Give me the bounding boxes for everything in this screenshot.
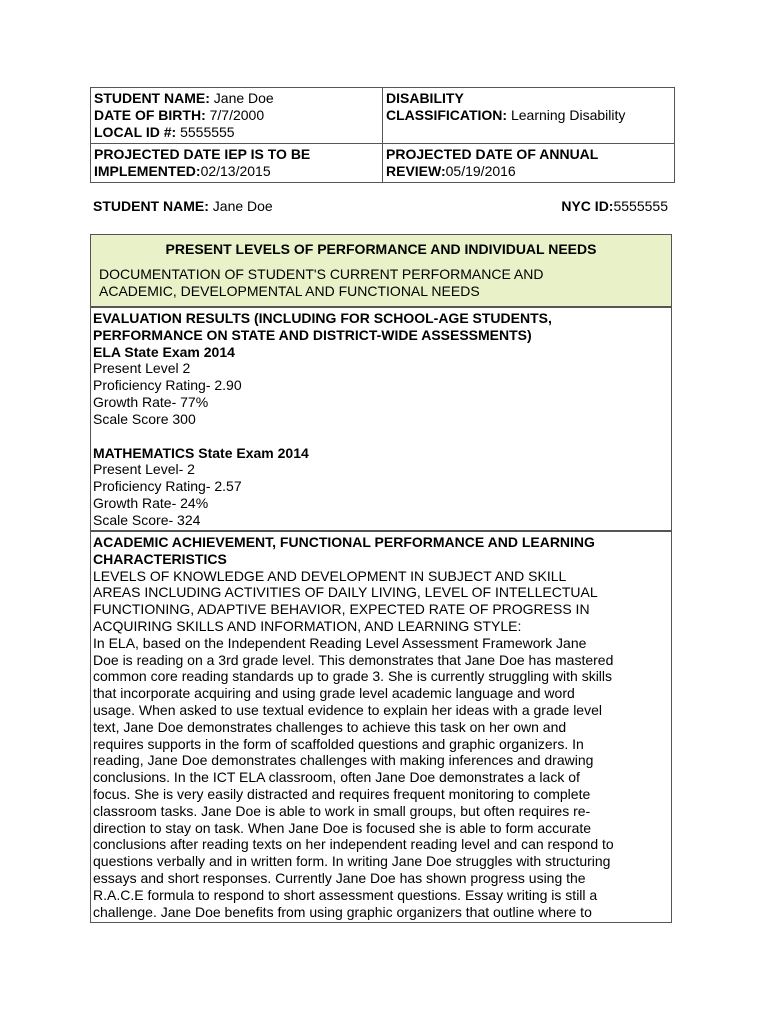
local-id-label: LOCAL ID #: [94, 124, 177, 140]
ela-line: Proficiency Rating- 2.90 [93, 377, 242, 394]
review-date-cell [383, 144, 675, 183]
local-id-value: 5555555 [180, 124, 235, 140]
disability-label-2: CLASSIFICATION: [386, 107, 508, 123]
ela-line: Scale Score 300 [93, 410, 196, 427]
summary-name-label: STUDENT NAME: [93, 198, 209, 214]
achievement-line: questions verbally and in written form. In writing Jane Doe struggles with structuring [93, 853, 611, 870]
achievement-line: AREAS INCLUDING ACTIVITIES OF DAILY LIVING, LEVEL OF INTELLECTUAL [93, 584, 598, 601]
student-info-table [90, 87, 675, 183]
ela-line: Present Level 2 [93, 360, 191, 377]
iep-label-2: IMPLEMENTED: [94, 163, 201, 179]
achievement-line: Doe is reading on a 3rd grade level. This demonstrates that Jane Doe has mastered [93, 651, 614, 668]
dob-value: 7/7/2000 [209, 107, 265, 123]
achievement-line: common core reading standards up to grade 3. She is currently struggling with skills [93, 668, 613, 685]
ela-line: Growth Rate- 77% [93, 393, 209, 410]
achievement-line: ACQUIRING SKILLS AND INFORMATION, AND LEARNING STYLE: [93, 617, 522, 634]
student-summary-line [93, 198, 668, 215]
math-line: Scale Score- 324 [93, 511, 201, 528]
ela-exam-heading: ELA State Exam 2014 [93, 343, 235, 360]
student-name-value: Jane Doe [213, 90, 274, 106]
achievement-line: text, Jane Doe demonstrates challenges to achieve this task on her own and [93, 718, 567, 735]
achievement-line: FUNCTIONING, ADAPTIVE BEHAVIOR, EXPECTED RATE OF PROGRESS IN [93, 601, 590, 618]
achievement-line: conclusions after reading texts on her independent reading level and can respond to [93, 836, 614, 853]
achievement-line: direction to stay on task. When Jane Doe is focused she is able to form accurate [93, 819, 592, 836]
math-exam-heading: MATHEMATICS State Exam 2014 [93, 444, 309, 461]
math-line: Present Level- 2 [93, 461, 195, 478]
dates-row [91, 144, 675, 183]
achievement-line: challenge. Jane Doe benefits from using graphic organizers that outline where to [93, 903, 592, 920]
achievement-line: essays and short responses. Currently Jane Doe has shown progress using the [93, 869, 586, 886]
achievement-line: requires supports in the form of scaffolded questions and graphic organizers. In [93, 735, 584, 752]
nyc-id-label: NYC ID: [561, 198, 614, 214]
summary-name-value: Jane Doe [212, 198, 273, 214]
achievement-line: classroom tasks. Jane Doe is able to work in small groups, but often requires re- [93, 802, 591, 819]
achievement-line: LEVELS OF KNOWLEDGE AND DEVELOPMENT IN SUBJECT AND SKILL [93, 567, 567, 584]
student-name-label: STUDENT NAME: [94, 90, 210, 106]
math-line: Proficiency Rating- 2.57 [93, 478, 242, 495]
disability-value: Learning Disability [510, 107, 626, 123]
review-label-2: REVIEW: [386, 163, 446, 179]
achievement-line: focus. She is very easily distracted and requires frequent monitoring to complete [93, 785, 591, 802]
present-levels-header [90, 234, 672, 307]
achievement-line: reading, Jane Doe demonstrates challenges with making inferences and drawing [93, 752, 594, 769]
iep-label-1: PROJECTED DATE IEP IS TO BE [94, 146, 311, 162]
present-levels-subtitle-1: DOCUMENTATION OF STUDENT'S CURRENT PERFORMANCE AND [99, 266, 544, 282]
review-date-value: 05/19/2016 [445, 163, 516, 179]
achievement-heading-2: CHARACTERISTICS [93, 550, 227, 567]
nyc-id-value: 5555555 [613, 198, 668, 214]
evaluation-heading-1: EVALUATION RESULTS (INCLUDING FOR SCHOOL-AGE STUDENTS, [93, 310, 552, 326]
evaluation-results-section [90, 307, 672, 531]
present-levels-title: PRESENT LEVELS OF PERFORMANCE AND INDIVIDUAL NEEDS [165, 241, 597, 257]
dob-label: DATE OF BIRTH: [94, 107, 206, 123]
evaluation-heading-2: PERFORMANCE ON STATE AND DISTRICT-WIDE ASSESSMENTS) [93, 326, 532, 343]
review-label-1: PROJECTED DATE OF ANNUAL [386, 146, 599, 162]
achievement-line: that incorporate acquiring and using grade level academic language and word [93, 685, 575, 702]
achievement-line: In ELA, based on the Independent Reading Level Assessment Framework Jane [93, 634, 587, 651]
iep-date-value: 02/13/2015 [200, 163, 271, 179]
present-levels-subtitle-2: ACADEMIC, DEVELOPMENTAL AND FUNCTIONAL NEEDS [99, 283, 480, 299]
student-info-row [91, 88, 675, 144]
achievement-line: R.A.C.E formula to respond to short assessment questions. Essay writing is still a [93, 886, 598, 903]
disability-cell [383, 88, 675, 144]
disability-label-1: DISABILITY [386, 90, 464, 106]
iep-date-cell [91, 144, 383, 183]
academic-achievement-section [90, 531, 672, 923]
achievement-line: usage. When asked to use textual evidence to explain her ideas with a grade level [93, 701, 602, 718]
math-line: Growth Rate- 24% [93, 494, 209, 511]
achievement-heading-1: ACADEMIC ACHIEVEMENT, FUNCTIONAL PERFORMANCE AND LEARNING [93, 534, 595, 550]
student-identity-cell [91, 88, 383, 144]
achievement-line: conclusions. In the ICT ELA classroom, often Jane Doe demonstrates a lack of [93, 769, 580, 786]
